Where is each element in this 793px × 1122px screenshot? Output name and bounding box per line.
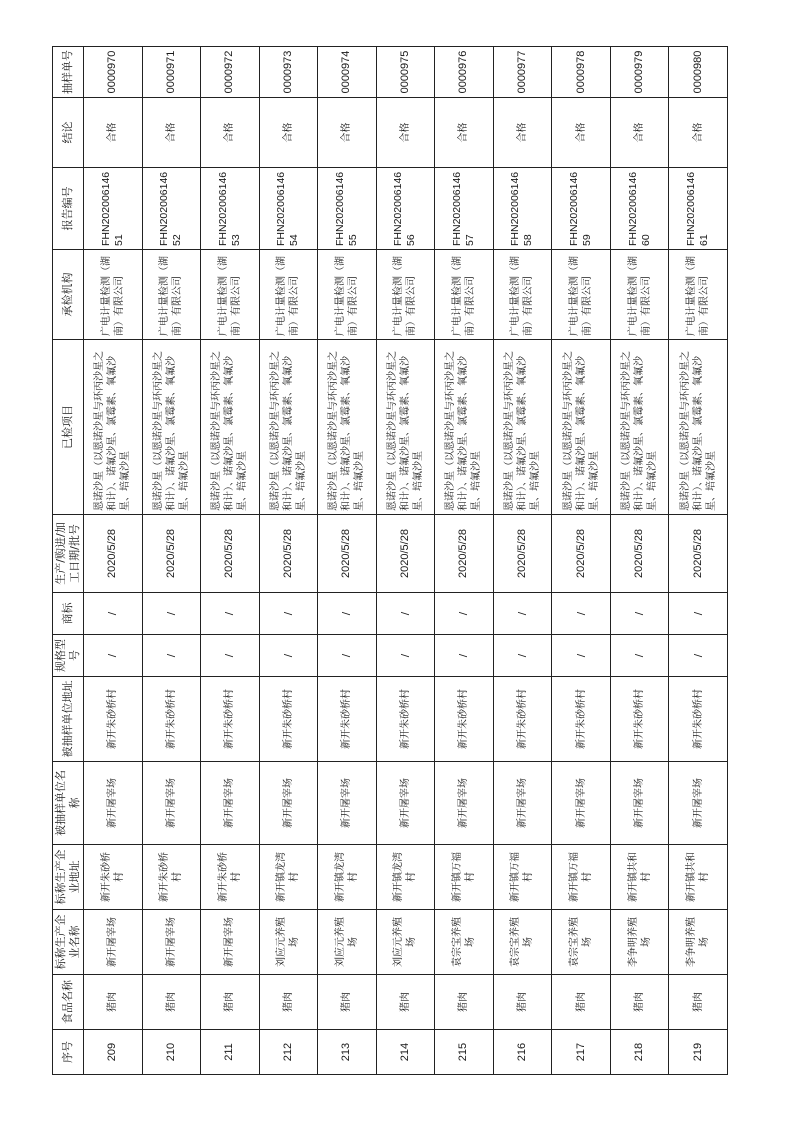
cell-sampled-unit: 新开屠宰场: [142, 762, 201, 845]
cell-report: FHN20200614657: [435, 168, 494, 250]
cell-report: FHN20200614658: [493, 168, 552, 250]
inspection-results-table: [52, 46, 728, 1075]
cell-date: 2020/5/28: [552, 515, 611, 593]
cell-producer: 刘应元养殖场: [259, 910, 318, 975]
cell-producer: 刘应元养殖场: [318, 910, 377, 975]
cell-producer-address: 新开镇龙湾村: [259, 845, 318, 910]
cell-sampled-unit: 新开屠宰场: [435, 762, 494, 845]
cell-sample-no: 0000978: [552, 47, 611, 98]
cell-report: FHN20200614652: [142, 168, 201, 250]
cell-date: 2020/5/28: [493, 515, 552, 593]
cell-seq: 212: [259, 1030, 318, 1075]
cell-sampled-unit: 新开屠宰场: [493, 762, 552, 845]
cell-lab: 广电计量检测（湖南）有限公司: [669, 250, 728, 340]
cell-spec: /: [201, 635, 260, 677]
table-body: [84, 47, 728, 1075]
cell-food: 猪肉: [201, 975, 260, 1030]
cell-seq: 213: [318, 1030, 377, 1075]
table-row: [493, 47, 552, 1075]
table-row: [376, 47, 435, 1075]
cell-items: 恩诺沙星（以恩诺沙星与环丙沙星之和计）、诺氟沙星、氯霉素、氧氟沙星、培氟沙星: [259, 340, 318, 515]
cell-spec: /: [435, 635, 494, 677]
cell-spec: /: [552, 635, 611, 677]
cell-items: 恩诺沙星（以恩诺沙星与环丙沙星之和计）、诺氟沙星、氯霉素、氧氟沙星、培氟沙星: [552, 340, 611, 515]
cell-producer-address: 新开镇共和村: [669, 845, 728, 910]
cell-sampled-address: 新开朱砂桥村: [610, 677, 669, 762]
cell-spec: /: [84, 635, 143, 677]
cell-items: 恩诺沙星（以恩诺沙星与环丙沙星之和计）、诺氟沙星、氯霉素、氧氟沙星、培氟沙星: [610, 340, 669, 515]
cell-producer-address: 新开镇万福村: [552, 845, 611, 910]
cell-result: 合格: [493, 98, 552, 168]
cell-result: 合格: [552, 98, 611, 168]
cell-items: 恩诺沙星（以恩诺沙星与环丙沙星之和计）、诺氟沙星、氯霉素、氧氟沙星、培氟沙星: [142, 340, 201, 515]
cell-items: 恩诺沙星（以恩诺沙星与环丙沙星之和计）、诺氟沙星、氯霉素、氧氟沙星、培氟沙星: [376, 340, 435, 515]
header-brand: 商标: [53, 593, 84, 635]
cell-sampled-address: 新开朱砂桥村: [376, 677, 435, 762]
header-date: 生产/购进/加工日期/批号: [53, 515, 84, 593]
cell-seq: 215: [435, 1030, 494, 1075]
cell-sampled-address: 新开朱砂桥村: [669, 677, 728, 762]
cell-items: 恩诺沙星（以恩诺沙星与环丙沙星之和计）、诺氟沙星、氯霉素、氧氟沙星、培氟沙星: [493, 340, 552, 515]
header-sampled-unit-name: 被抽样单位名称: [53, 762, 84, 845]
cell-lab: 广电计量检测（湖南）有限公司: [376, 250, 435, 340]
cell-spec: /: [610, 635, 669, 677]
header-report: 报告编号: [53, 168, 84, 250]
cell-seq: 216: [493, 1030, 552, 1075]
cell-seq: 210: [142, 1030, 201, 1075]
table-row: [259, 47, 318, 1075]
cell-sample-no: 0000974: [318, 47, 377, 98]
cell-producer: 李争明养殖场: [610, 910, 669, 975]
cell-sampled-address: 新开朱砂桥村: [201, 677, 260, 762]
cell-producer: 袁宗宝养殖场: [552, 910, 611, 975]
cell-spec: /: [669, 635, 728, 677]
cell-report: FHN20200614660: [610, 168, 669, 250]
cell-report: FHN20200614651: [84, 168, 143, 250]
cell-brand: /: [669, 593, 728, 635]
header-producer-address: 标称生产企业地址: [53, 845, 84, 910]
cell-producer-address: 新开镇龙湾村: [318, 845, 377, 910]
cell-producer-address: 新开朱砂桥村: [201, 845, 260, 910]
cell-result: 合格: [376, 98, 435, 168]
cell-spec: /: [376, 635, 435, 677]
cell-lab: 广电计量检测（湖南）有限公司: [259, 250, 318, 340]
cell-date: 2020/5/28: [84, 515, 143, 593]
cell-items: 恩诺沙星（以恩诺沙星与环丙沙星之和计）、诺氟沙星、氯霉素、氧氟沙星、培氟沙星: [669, 340, 728, 515]
cell-date: 2020/5/28: [318, 515, 377, 593]
cell-sampled-address: 新开朱砂桥村: [552, 677, 611, 762]
cell-producer: 新开屠宰场: [84, 910, 143, 975]
cell-lab: 广电计量检测（湖南）有限公司: [142, 250, 201, 340]
cell-brand: /: [259, 593, 318, 635]
cell-sampled-address: 新开朱砂桥村: [84, 677, 143, 762]
cell-sampled-unit: 新开屠宰场: [84, 762, 143, 845]
cell-sample-no: 0000980: [669, 47, 728, 98]
cell-lab: 广电计量检测（湖南）有限公司: [610, 250, 669, 340]
cell-producer-address: 新开朱砂桥村: [142, 845, 201, 910]
cell-seq: 214: [376, 1030, 435, 1075]
cell-brand: /: [201, 593, 260, 635]
cell-date: 2020/5/28: [142, 515, 201, 593]
cell-lab: 广电计量检测（湖南）有限公司: [201, 250, 260, 340]
cell-food: 猪肉: [318, 975, 377, 1030]
cell-report: FHN20200614655: [318, 168, 377, 250]
cell-spec: /: [493, 635, 552, 677]
cell-food: 猪肉: [142, 975, 201, 1030]
cell-food: 猪肉: [610, 975, 669, 1030]
table-row: [142, 47, 201, 1075]
cell-seq: 218: [610, 1030, 669, 1075]
cell-result: 合格: [201, 98, 260, 168]
cell-food: 猪肉: [435, 975, 494, 1030]
cell-producer-address: 新开镇万福村: [493, 845, 552, 910]
header-seq: 序号: [53, 1030, 84, 1075]
header-items: 已检项目: [53, 340, 84, 515]
header-lab: 承检机构: [53, 250, 84, 340]
cell-date: 2020/5/28: [201, 515, 260, 593]
cell-producer: 袁宗宝养殖场: [493, 910, 552, 975]
cell-report: FHN20200614656: [376, 168, 435, 250]
cell-food: 猪肉: [259, 975, 318, 1030]
cell-producer: 刘应元养殖场: [376, 910, 435, 975]
cell-sample-no: 0000977: [493, 47, 552, 98]
cell-lab: 广电计量检测（湖南）有限公司: [318, 250, 377, 340]
header-result: 结论: [53, 98, 84, 168]
rotated-table-wrapper: [52, 47, 728, 1075]
cell-result: 合格: [142, 98, 201, 168]
header-sampled-unit-address: 被抽样单位地址: [53, 677, 84, 762]
header-food-name: 食品名称: [53, 975, 84, 1030]
cell-seq: 211: [201, 1030, 260, 1075]
cell-brand: /: [376, 593, 435, 635]
cell-producer: 新开屠宰场: [201, 910, 260, 975]
cell-sampled-unit: 新开屠宰场: [318, 762, 377, 845]
cell-result: 合格: [318, 98, 377, 168]
cell-date: 2020/5/28: [610, 515, 669, 593]
cell-brand: /: [493, 593, 552, 635]
cell-sampled-address: 新开朱砂桥村: [493, 677, 552, 762]
cell-food: 猪肉: [669, 975, 728, 1030]
cell-result: 合格: [610, 98, 669, 168]
cell-spec: /: [318, 635, 377, 677]
cell-report: FHN20200614659: [552, 168, 611, 250]
cell-brand: /: [318, 593, 377, 635]
table-row: [318, 47, 377, 1075]
cell-date: 2020/5/28: [669, 515, 728, 593]
cell-result: 合格: [669, 98, 728, 168]
cell-lab: 广电计量检测（湖南）有限公司: [435, 250, 494, 340]
cell-result: 合格: [259, 98, 318, 168]
cell-sample-no: 0000973: [259, 47, 318, 98]
cell-brand: /: [84, 593, 143, 635]
cell-brand: /: [610, 593, 669, 635]
cell-food: 猪肉: [552, 975, 611, 1030]
cell-lab: 广电计量检测（湖南）有限公司: [84, 250, 143, 340]
cell-date: 2020/5/28: [376, 515, 435, 593]
cell-sampled-address: 新开朱砂桥村: [259, 677, 318, 762]
cell-items: 恩诺沙星（以恩诺沙星与环丙沙星之和计）、诺氟沙星、氯霉素、氧氟沙星、培氟沙星: [84, 340, 143, 515]
cell-food: 猪肉: [84, 975, 143, 1030]
cell-items: 恩诺沙星（以恩诺沙星与环丙沙星之和计）、诺氟沙星、氯霉素、氧氟沙星、培氟沙星: [201, 340, 260, 515]
cell-items: 恩诺沙星（以恩诺沙星与环丙沙星之和计）、诺氟沙星、氯霉素、氧氟沙星、培氟沙星: [435, 340, 494, 515]
cell-sample-no: 0000976: [435, 47, 494, 98]
cell-sample-no: 0000970: [84, 47, 143, 98]
cell-date: 2020/5/28: [259, 515, 318, 593]
table-row: [201, 47, 260, 1075]
cell-sample-no: 0000979: [610, 47, 669, 98]
cell-sample-no: 0000975: [376, 47, 435, 98]
cell-seq: 209: [84, 1030, 143, 1075]
cell-spec: /: [259, 635, 318, 677]
cell-result: 合格: [84, 98, 143, 168]
header-spec: 规格型号: [53, 635, 84, 677]
cell-sample-no: 0000971: [142, 47, 201, 98]
cell-spec: /: [142, 635, 201, 677]
cell-sampled-unit: 新开屠宰场: [552, 762, 611, 845]
cell-producer: 新开屠宰场: [142, 910, 201, 975]
cell-report: FHN20200614661: [669, 168, 728, 250]
header-producer-name: 标称生产企业名称: [53, 910, 84, 975]
table-row: [552, 47, 611, 1075]
cell-sampled-address: 新开朱砂桥村: [435, 677, 494, 762]
table-row: [435, 47, 494, 1075]
cell-date: 2020/5/28: [435, 515, 494, 593]
cell-seq: 217: [552, 1030, 611, 1075]
cell-lab: 广电计量检测（湖南）有限公司: [493, 250, 552, 340]
cell-sampled-unit: 新开屠宰场: [610, 762, 669, 845]
cell-result: 合格: [435, 98, 494, 168]
cell-food: 猪肉: [493, 975, 552, 1030]
cell-brand: /: [142, 593, 201, 635]
cell-food: 猪肉: [376, 975, 435, 1030]
cell-producer-address: 新开镇万福村: [435, 845, 494, 910]
table-row: [669, 47, 728, 1075]
table-row: [610, 47, 669, 1075]
table-row: [84, 47, 143, 1075]
cell-producer-address: 新开朱砂桥村: [84, 845, 143, 910]
table-header-row: [53, 47, 84, 1075]
cell-sampled-address: 新开朱砂桥村: [318, 677, 377, 762]
cell-sampled-unit: 新开屠宰场: [201, 762, 260, 845]
cell-producer-address: 新开镇共和村: [610, 845, 669, 910]
cell-sample-no: 0000972: [201, 47, 260, 98]
cell-brand: /: [552, 593, 611, 635]
cell-report: FHN20200614654: [259, 168, 318, 250]
cell-seq: 219: [669, 1030, 728, 1075]
cell-producer: 李争明养殖场: [669, 910, 728, 975]
header-sample-no: 抽样单号: [53, 47, 84, 98]
cell-lab: 广电计量检测（湖南）有限公司: [552, 250, 611, 340]
cell-report: FHN20200614653: [201, 168, 260, 250]
cell-brand: /: [435, 593, 494, 635]
cell-sampled-address: 新开朱砂桥村: [142, 677, 201, 762]
cell-producer-address: 新开镇龙湾村: [376, 845, 435, 910]
cell-sampled-unit: 新开屠宰场: [259, 762, 318, 845]
cell-items: 恩诺沙星（以恩诺沙星与环丙沙星之和计）、诺氟沙星、氯霉素、氧氟沙星、培氟沙星: [318, 340, 377, 515]
cell-sampled-unit: 新开屠宰场: [376, 762, 435, 845]
cell-sampled-unit: 新开屠宰场: [669, 762, 728, 845]
cell-producer: 袁宗宝养殖场: [435, 910, 494, 975]
